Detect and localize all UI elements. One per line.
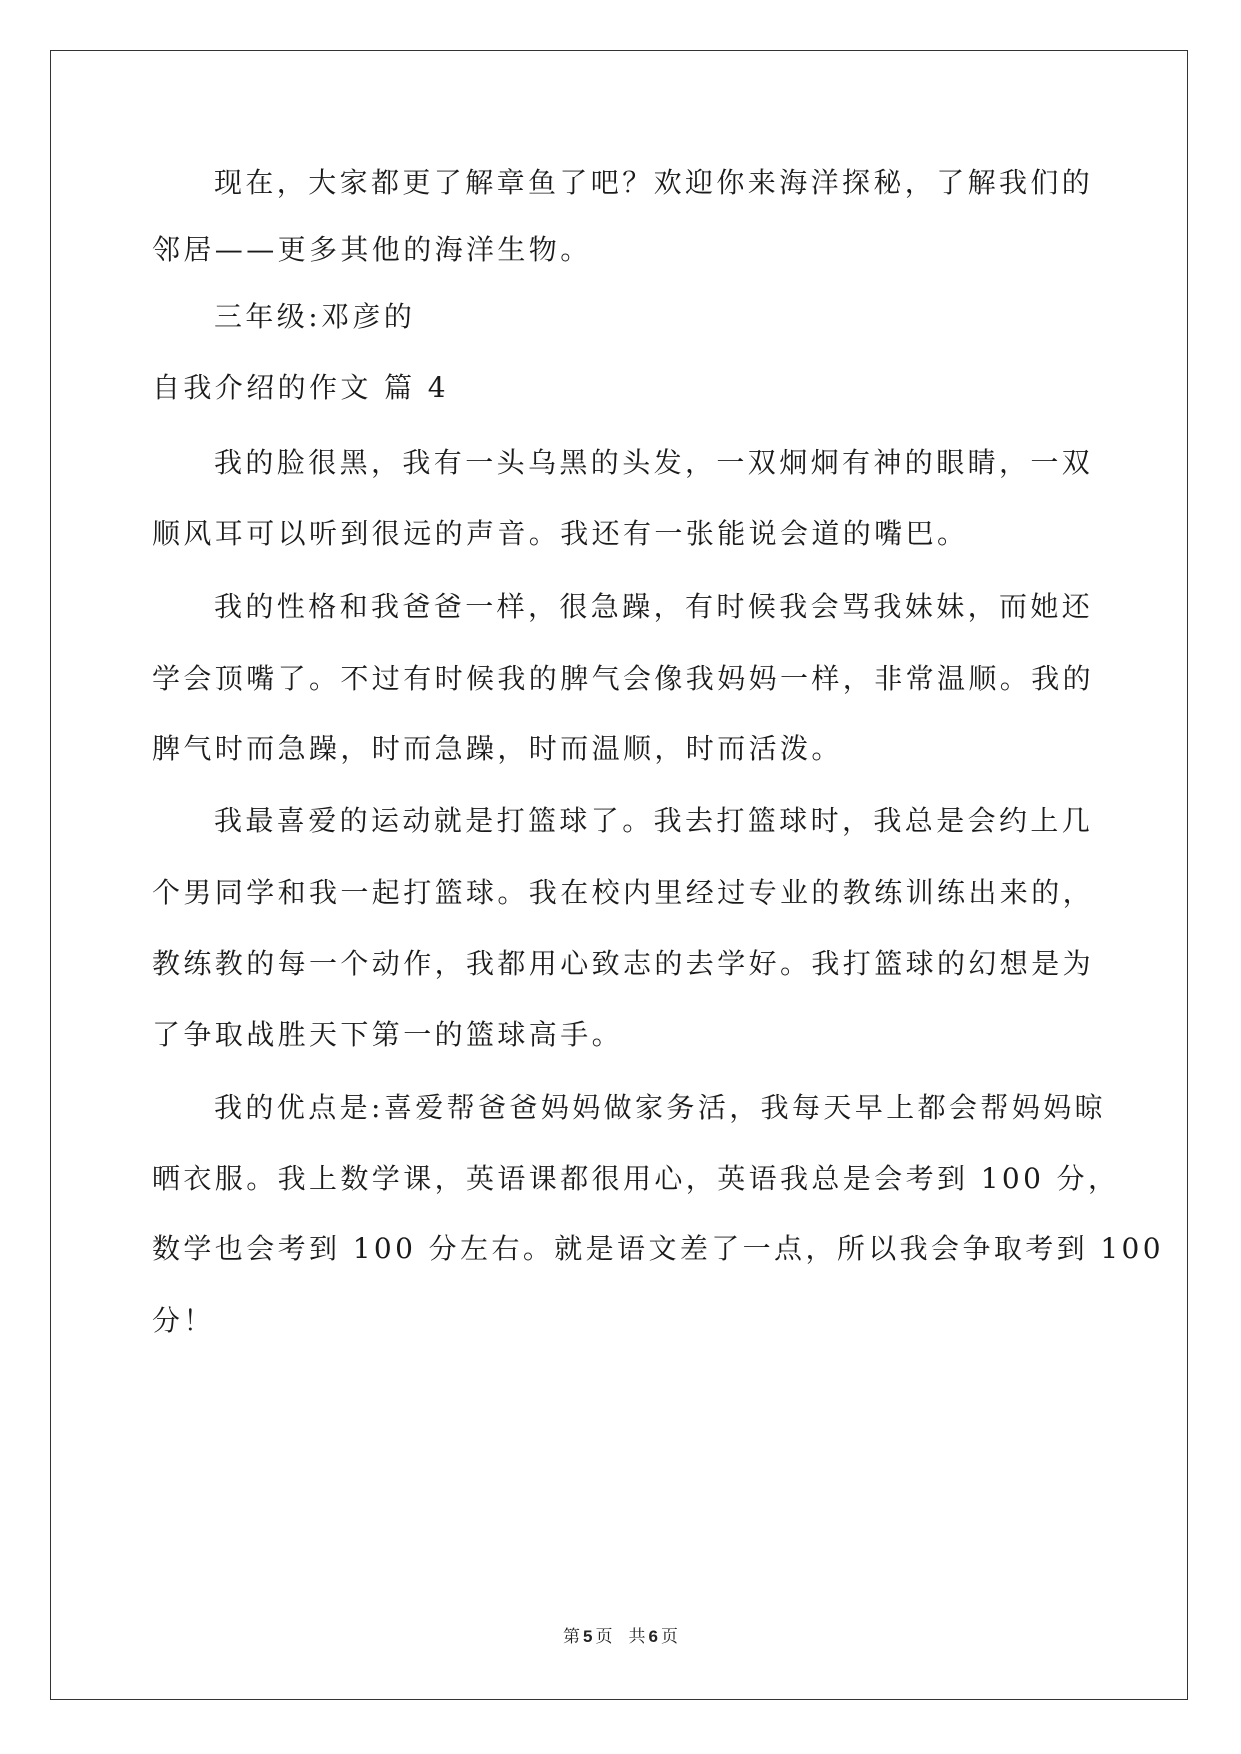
paragraph-line: 学会顶嘴了。不过有时候我的脾气会像我妈妈一样，非常温顺。我的: [152, 662, 1095, 695]
paragraph-line: 现在，大家都更了解章鱼了吧？欢迎你来海洋探秘，了解我们的: [214, 166, 1094, 199]
page-suffix: 页: [595, 1627, 613, 1647]
paragraph-line: 我的性格和我爸爸一样，很急躁，有时候我会骂我妹妹，而她还: [214, 590, 1094, 623]
paragraph-line: 邻居——更多其他的海洋生物。: [152, 233, 592, 266]
paragraph-line: 顺风耳可以听到很远的声音。我还有一张能说会道的嘴巴。: [152, 517, 969, 550]
paragraph-line: 脾气时而急躁，时而急躁，时而温顺，时而活泼。: [152, 732, 843, 765]
paragraph-line: 数学也会考到 100 分左右。就是语文差了一点，所以我会争取考到 100: [152, 1232, 1164, 1265]
total-prefix: 共: [628, 1627, 646, 1647]
paragraph-line: 我的脸很黑，我有一头乌黑的头发，一双炯炯有神的眼睛，一双: [214, 446, 1094, 479]
paragraph-line: 个男同学和我一起打篮球。我在校内里经过专业的教练训练出来的，: [152, 876, 1095, 909]
paragraph-line: 晒衣服。我上数学课，英语课都很用心，英语我总是会考到 100 分，: [152, 1162, 1120, 1195]
page-prefix: 第: [563, 1627, 581, 1647]
author-line: 三年级:邓彦的: [214, 300, 416, 333]
page-number: 5: [583, 1627, 593, 1646]
paragraph-line: 了争取战胜天下第一的篮球高手。: [152, 1018, 624, 1051]
section-heading: 自我介绍的作文 篇 4: [152, 371, 450, 404]
total-pages: 6: [648, 1627, 658, 1646]
paragraph-line: 我的优点是:喜爱帮爸爸妈妈做家务活，我每天早上都会帮妈妈晾: [214, 1091, 1107, 1124]
page-footer: [0, 1622, 1241, 1647]
paragraph-line: 我最喜爱的运动就是打篮球了。我去打篮球时，我总是会约上几: [214, 804, 1094, 837]
paragraph-line: 教练教的每一个动作，我都用心致志的去学好。我打篮球的幻想是为: [152, 947, 1095, 980]
paragraph-line: 分！: [152, 1304, 215, 1337]
total-suffix: 页: [660, 1627, 678, 1647]
